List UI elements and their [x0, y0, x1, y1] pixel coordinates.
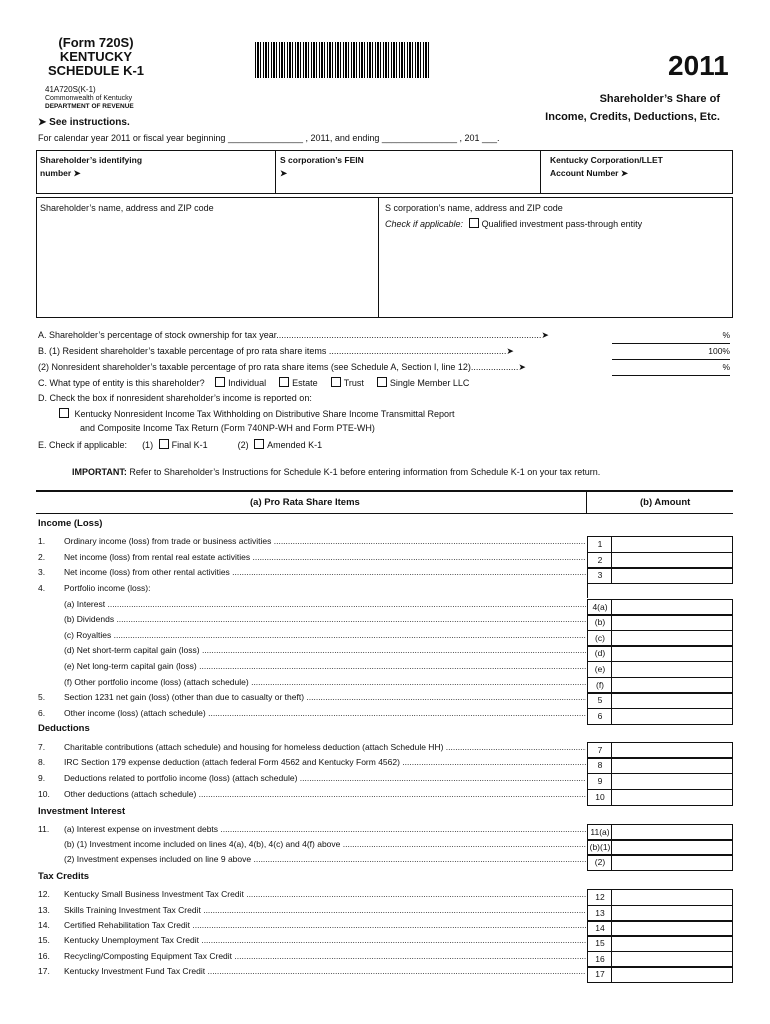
see-instructions: ➤ See instructions. — [38, 117, 130, 128]
line-number: 10. — [38, 789, 50, 799]
shareholder-name-field[interactable]: Shareholder’s name, address and ZIP code — [40, 203, 214, 213]
line-code: (b) — [587, 614, 612, 631]
line-number: 17. — [38, 966, 50, 976]
line-label: Net income (loss) from other rental activities ..... — [64, 567, 586, 577]
line-code: 4(a) — [587, 599, 612, 616]
question-d-line2: and Composite Income Tax Return (Form 740NP-WH and Form PTE-WH) — [80, 423, 375, 433]
line-code: 3 — [587, 567, 612, 584]
individual-checkbox[interactable] — [215, 377, 225, 387]
line-code: 8 — [587, 757, 612, 774]
line-label: Portfolio income (loss): — [64, 583, 151, 593]
amount-field[interactable] — [611, 789, 733, 806]
form-id-line3: SCHEDULE K-1 — [47, 63, 145, 78]
commonwealth-label: Commonwealth of Kentucky — [45, 95, 133, 102]
col-a-header: (a) Pro Rata Share Items — [250, 497, 360, 508]
line-label: Other deductions (attach schedule) ..... — [64, 789, 586, 799]
question-b1: B. (1) Resident shareholder’s taxable percentage of pro rata share items .......................................................................➤ — [38, 346, 514, 356]
corp-name-field[interactable]: S corporation’s name, address and ZIP code — [385, 203, 563, 213]
line-code: (e) — [587, 661, 612, 678]
line-code: (f) — [587, 677, 612, 694]
line-label: Kentucky Investment Fund Tax Credit ..... — [64, 966, 586, 976]
line-code: (b)(1) — [587, 839, 612, 856]
line-label: Ordinary income (loss) from trade or business activities ..... — [64, 536, 586, 546]
line-label: Certified Rehabilitation Tax Credit ..... — [64, 920, 586, 930]
line-code: (c) — [587, 630, 612, 647]
section-income: Income (Loss) — [38, 518, 103, 529]
line-label: (d) Net short-term capital gain (loss) ..... — [64, 645, 586, 655]
line-label: (f) Other portfolio income (loss) (attach schedule) ..... — [64, 677, 586, 687]
line-number: 8. — [38, 757, 46, 767]
line-code: 11(a) — [587, 824, 612, 841]
amount-field[interactable] — [611, 661, 733, 678]
line-number: 9. — [38, 773, 46, 783]
section-investment-interest: Investment Interest — [38, 806, 126, 817]
question-e: E. Check if applicable: (1) Final K-1 (2) Amended K-1 — [38, 440, 323, 450]
form-id-line2: KENTUCKY — [59, 49, 133, 64]
form-title — [470, 90, 720, 126]
line-label: Other income (loss) (attach schedule) ..... — [64, 708, 586, 718]
line-item-row — [38, 920, 586, 935]
question-a: A. Shareholder’s percentage of stock ownership for tax year..........................................................................................................➤ — [38, 330, 549, 340]
line-number: 4. — [38, 583, 46, 593]
amount-field[interactable] — [611, 935, 733, 952]
amount-field[interactable] — [611, 854, 733, 871]
estate-checkbox[interactable] — [279, 377, 289, 387]
check-applicable-label: Check if applicable: — [385, 219, 464, 229]
line-label: Section 1231 net gain (loss) (other than due to casualty or theft) ..... — [64, 692, 586, 702]
line-number: 14. — [38, 920, 50, 930]
line-number: 2. — [38, 552, 46, 562]
qualified-label: Qualified investment pass-through entity — [481, 219, 643, 229]
line-item-row — [38, 935, 586, 950]
barcode — [255, 42, 430, 78]
line-item-row — [38, 567, 586, 582]
line-code: 10 — [587, 789, 612, 806]
amount-field[interactable] — [611, 889, 733, 906]
line-item-row — [38, 824, 586, 839]
line-code: (2) — [587, 854, 612, 871]
line-code: 17 — [587, 966, 612, 983]
col-b-header: (b) Amount — [640, 497, 691, 508]
line-number: 6. — [38, 708, 46, 718]
line-item-row — [38, 614, 586, 629]
line-number: 7. — [38, 742, 46, 752]
line-label: (b) Dividends ..... — [64, 614, 586, 624]
line-code: 16 — [587, 951, 612, 968]
line-label: Deductions related to portfolio income (loss) (attach schedule) ..... — [64, 773, 586, 783]
amount-field[interactable] — [611, 757, 733, 774]
line-item-row — [38, 742, 586, 757]
line-code: 6 — [587, 708, 612, 725]
line-item-row — [38, 773, 586, 788]
form-code: 41A720S(K-1) — [45, 85, 96, 94]
line-number: 15. — [38, 935, 50, 945]
line-label: Skills Training Investment Tax Credit ..... — [64, 905, 586, 915]
qualified-checkbox[interactable] — [469, 218, 479, 228]
line-label: (a) Interest ..... — [64, 599, 586, 609]
trust-checkbox[interactable] — [331, 377, 341, 387]
line-label: (c) Royalties ..... — [64, 630, 586, 640]
line-label: (e) Net long-term capital gain (loss) ..... — [64, 661, 586, 671]
nonresident-percentage-field[interactable]: % — [612, 362, 730, 376]
resident-percentage-field[interactable]: 100% — [612, 346, 730, 360]
line-label: (a) Interest expense on investment debts ..... — [64, 824, 586, 834]
line-code: 2 — [587, 552, 612, 569]
fein-field[interactable]: S corporation’s FEIN ➤ — [280, 155, 364, 178]
account-number-field[interactable]: Kentucky Corporation/LLET Account Number ➤ — [550, 155, 663, 178]
line-item-row — [38, 789, 586, 804]
tax-year: 2011 — [668, 50, 729, 81]
question-d-option: Kentucky Nonresident Income Tax Withholding on Distributive Share Income Transmittal Report — [56, 408, 455, 419]
line-label: IRC Section 179 expense deduction (attach federal Form 4562 and Kentucky Form 4562) ..... — [64, 757, 586, 767]
calendar-year-line[interactable]: For calendar year 2011 or fiscal year beginning _______________ , 2011, and ending _______________ , 201 ___. — [38, 133, 500, 143]
line-item-row — [38, 583, 586, 598]
line-item-row — [38, 599, 586, 614]
line-code: 9 — [587, 773, 612, 790]
line-item-row — [38, 708, 586, 723]
question-c: C. What type of entity is this shareholder? Individual Estate Trust Single Member LLC — [38, 378, 470, 388]
ownership-percentage-field[interactable]: % — [612, 330, 730, 344]
line-code: 1 — [587, 536, 612, 553]
line-code — [587, 583, 612, 598]
line-item-row — [38, 854, 586, 869]
line-label: Kentucky Small Business Investment Tax Credit ..... — [64, 889, 586, 899]
line-label: (2) Investment expenses included on line 9 above ..... — [64, 854, 586, 864]
line-number: 16. — [38, 951, 50, 961]
line-item-row — [38, 630, 586, 645]
amount-field[interactable] — [611, 614, 733, 631]
amount-field[interactable] — [611, 966, 733, 983]
line-item-row — [38, 645, 586, 660]
form-id-block — [40, 36, 152, 78]
line-item-row — [38, 677, 586, 692]
amount-field[interactable] — [611, 708, 733, 725]
line-code: 7 — [587, 742, 612, 759]
form-title-line2: Income, Credits, Deductions, Etc. — [545, 111, 720, 123]
form-id-line1: (Form 720S) — [58, 35, 134, 50]
line-item-row — [38, 661, 586, 676]
form-title-line1: Shareholder’s Share of — [599, 93, 720, 105]
check-applicable-row — [385, 218, 642, 229]
withholding-checkbox[interactable] — [59, 408, 69, 418]
line-item-row — [38, 536, 586, 551]
line-code: 5 — [587, 692, 612, 709]
amount-field[interactable] — [611, 567, 733, 584]
line-number: 12. — [38, 889, 50, 899]
amount-field[interactable] — [611, 692, 733, 709]
line-number: 13. — [38, 905, 50, 915]
line-item-row — [38, 905, 586, 920]
line-number: 5. — [38, 692, 46, 702]
section-tax-credits: Tax Credits — [38, 871, 90, 882]
line-item-row — [38, 839, 586, 854]
line-label: Kentucky Unemployment Tax Credit ..... — [64, 935, 586, 945]
line-label: (b) (1) Investment income included on lines 4(a), 4(b), 4(c) and 4(f) above ..... — [64, 839, 586, 849]
line-label: Charitable contributions (attach schedule) and housing for homeless deduction (attach Schedule HH) ..... — [64, 742, 586, 752]
question-b2: (2) Nonresident shareholder’s taxable percentage of pro rata share items (see Schedule A, Section I, line 12)...................➤ — [38, 362, 526, 372]
line-code: 14 — [587, 920, 612, 937]
line-number: 3. — [38, 567, 46, 577]
line-label: Recycling/Composting Equipment Tax Credit ..... — [64, 951, 586, 961]
shareholder-id-field[interactable]: Shareholder’s identifying number ➤ — [40, 155, 143, 178]
line-number: 11. — [38, 824, 50, 834]
single-member-llc-checkbox[interactable] — [377, 377, 387, 387]
line-item-row — [38, 966, 586, 981]
line-code: 15 — [587, 935, 612, 952]
line-code: (d) — [587, 645, 612, 662]
line-item-row — [38, 757, 586, 772]
final-k1-checkbox[interactable] — [159, 439, 169, 449]
amount-field[interactable] — [611, 645, 733, 662]
line-code: 12 — [587, 889, 612, 906]
line-item-row — [38, 951, 586, 966]
line-number: 1. — [38, 536, 46, 546]
amount-field[interactable] — [611, 536, 733, 553]
line-code: 13 — [587, 905, 612, 922]
line-item-row — [38, 692, 586, 707]
line-label: Net income (loss) from rental real estate activities ..... — [64, 552, 586, 562]
line-item-row — [38, 889, 586, 904]
question-d: D. Check the box if nonresident shareholder’s income is reported on: — [38, 393, 312, 403]
amended-k1-checkbox[interactable] — [254, 439, 264, 449]
amount-field[interactable] — [611, 773, 733, 790]
section-deductions: Deductions — [38, 723, 90, 734]
important-note: IMPORTANT: Refer to Shareholder’s Instructions for Schedule K-1 before entering information from Schedule K-1 on your tax return. — [72, 467, 601, 477]
line-item-row — [38, 552, 586, 567]
department-label: DEPARTMENT OF REVENUE — [45, 103, 134, 110]
